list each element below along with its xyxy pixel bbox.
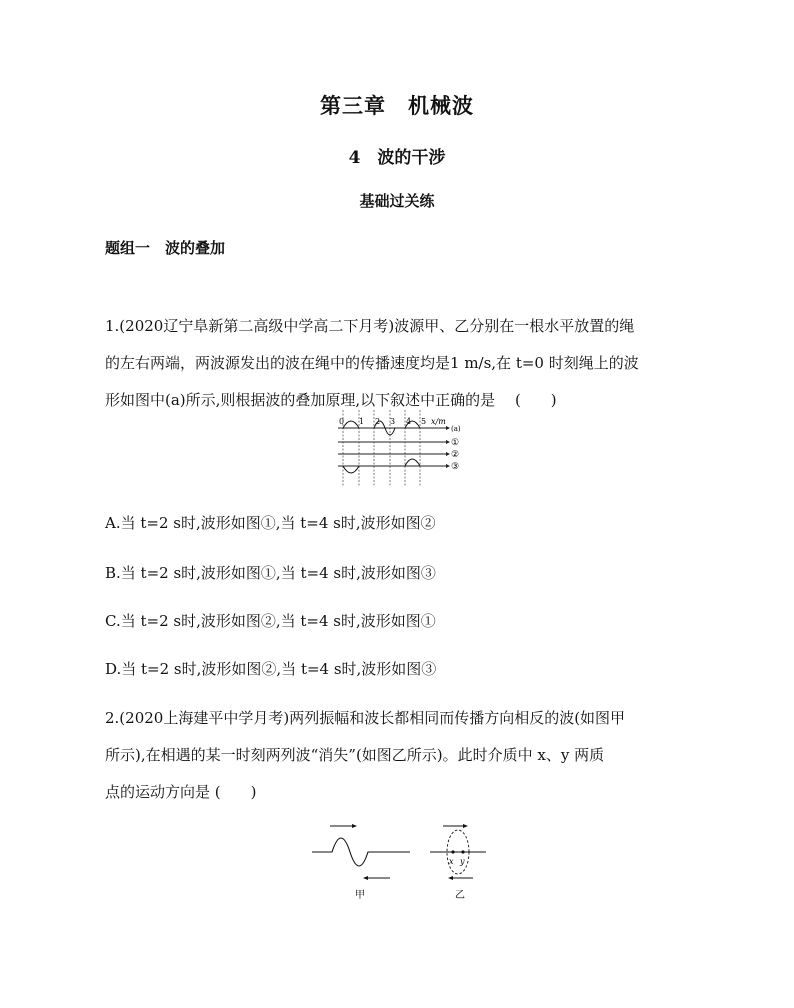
caption-yi: 乙	[455, 890, 465, 901]
option-b[interactable]: B.当 t=2 s时,波形如图①,当 t=4 s时,波形如图③	[105, 564, 436, 582]
wave-pulses-jia	[312, 838, 410, 866]
q1-line-3: 形如图中(a)所示,则根据波的叠加原理,以下叙述中正确的是 ( )	[105, 391, 557, 409]
arrow-row-1	[446, 440, 450, 444]
point-x	[451, 850, 454, 853]
point-y	[461, 850, 464, 853]
row-label-2: ②	[451, 450, 460, 460]
tick-label-1: 1	[359, 417, 365, 426]
option-c[interactable]: C.当 t=2 s时,波形如图②,当 t=4 s时,波形如图①	[105, 612, 436, 630]
label-y: y	[460, 857, 465, 866]
chapter-title: 第三章 机械波	[320, 93, 474, 118]
option-a[interactable]: A.当 t=2 s时,波形如图①,当 t=4 s时,波形如图②	[105, 514, 436, 532]
row-label-a: (a)	[451, 425, 461, 433]
arrow-row-2	[446, 452, 450, 456]
tick-label-5: 5	[421, 417, 427, 426]
arrow-row-a	[446, 426, 450, 430]
option-d[interactable]: D.当 t=2 s时,波形如图②,当 t=4 s时,波形如图③	[105, 660, 437, 678]
wave-3-right-pulse	[405, 459, 420, 466]
caption-jia: 甲	[355, 890, 365, 901]
tick-label-4: 4	[406, 417, 412, 426]
wave-a-left-pulse	[343, 421, 359, 428]
q1-line-1: 1.(2020辽宁阜新第二高级中学高二下月考)波源甲、乙分别在一根水平放置的绳	[105, 317, 635, 335]
wave-3-left-pulse	[343, 466, 359, 473]
axis-label: x/m	[431, 417, 446, 426]
group-title: 题组一 波的叠加	[105, 239, 226, 257]
arrow-row-3	[446, 464, 450, 468]
figure-jia	[312, 824, 410, 901]
q2-line-2: 所示),在相遇的某一时刻两列波“消失”(如图乙所示)。此时介质中 x、y 两质	[105, 746, 605, 764]
subsection-title: 基础过关练	[359, 192, 435, 210]
q2-wave-figure	[308, 818, 493, 906]
row-label-1: ①	[451, 438, 460, 448]
q2-line-3: 点的运动方向是 ( )	[105, 783, 257, 801]
label-x: x	[449, 857, 454, 866]
section-title: 4 波的干涉	[348, 148, 446, 168]
row-label-3: ③	[451, 462, 460, 472]
q1-wave-figure	[330, 408, 465, 488]
tick-label-0: 0	[339, 417, 345, 426]
figure-yi	[430, 824, 486, 901]
tick-label-2: 2	[375, 417, 381, 426]
q2-line-1: 2.(2020上海建平中学月考)两列振幅和波长都相同而传播方向相反的波(如图甲	[105, 709, 626, 727]
question-2-stem	[105, 700, 705, 811]
tick-label-3: 3	[390, 417, 396, 426]
question-1-stem	[105, 308, 705, 419]
q1-line-2: 的左右两端，两波源发出的波在绳中的传播速度均是1 m/s,在 t=0 时刻绳上的波	[105, 354, 639, 372]
